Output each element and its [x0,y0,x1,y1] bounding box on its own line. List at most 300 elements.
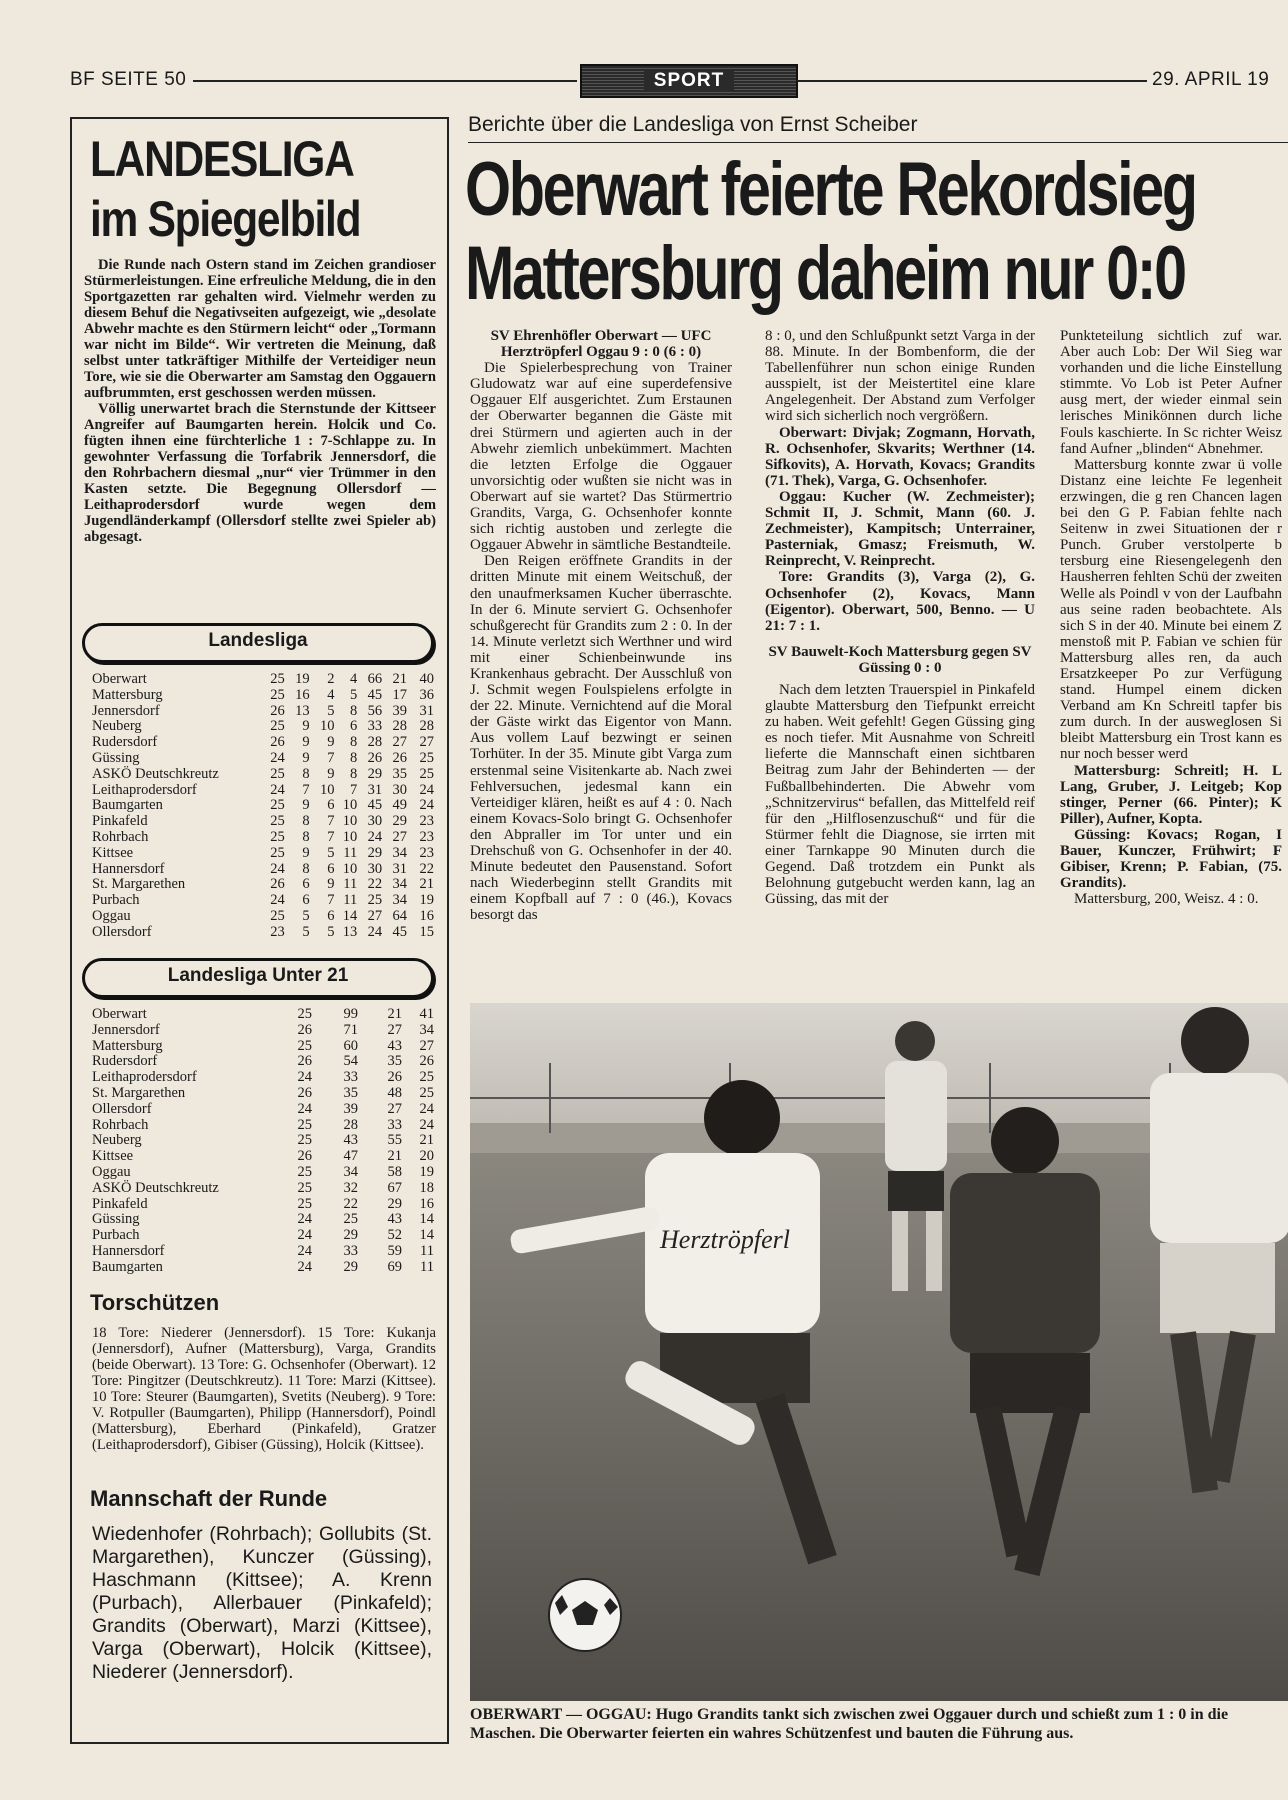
team-name-cell: Neuberg [92,1132,142,1149]
stat-cell: 26 [270,876,285,893]
stat-cell: 8 [302,828,310,845]
table-heading-u21: Landesliga Unter 21 [82,958,434,998]
col2-paragraph-5: Nach dem letzten Trauerspiel in Pinkafeld glaubte Mattersburg den Tiefpunkt erreicht zu haben. Weit gefehlt! Gegen Güssing ging es noch tiefer. Mit Ausnahme von Schreitl lieferte die Mannschaft einen sichtbaren Beitrag zum Jahr der Behinderten — der Fußballbehinderten. Die Abwehr vom „Schnitzervirus“ befallen, das Mittelfeld reif für den „Hilflosenzuschuß“ und für die Stürmer fehlt die Diagnose, sie irrten mit einer Tarnkappe 90 Minuten durch die Gegend. Daß trotzdem ein Punkt als Belohnung gutgebucht werden kann, lag an Güssing, das mit der [765,681,1035,908]
stat-cell: 11 [420,1258,434,1275]
stat-cell: 9 [302,734,310,751]
table-row [92,1086,434,1102]
scorers-list: 18 Tore: Niederer (Jennersdorf). 15 Tore: Kukanja (Jennersdorf), Aufner (Mattersburg), Varga, Grandits (beide Oberwart). 13 Tore: G. Ochsenhofer (Oberwart). 12 Tore: Pingitzer (Deutschkreutz). 11 Tore: Marzi (Kittsee). 10 Tore: Steurer (Baumgarten), Svetits (Neuberg). 9 Tore: V. Rotpuller (Baumgarten), Philipp (Hannersdorf), Poindl (Mattersburg), Eberhard (Pinkafeld), Gratzer (Leithaprodersdorf), Gibiser (Güssing), Holcik (Kittsee). [92,1325,436,1453]
table-heading-landesliga: Landesliga [82,623,434,663]
stat-cell: 10 [319,718,335,735]
table-row [92,783,434,799]
stat-cell: 9 [327,876,335,893]
stat-cell: 9 [327,765,335,782]
stat-cell: 4 [350,671,358,687]
stat-cell: 29 [392,813,407,830]
stat-cell: 8 [350,702,358,719]
team-name-cell: Oberwart [92,671,147,687]
photo-caption: OBERWART — OGGAU: Hugo Grandits tankt sich zwischen zwei Oggauer durch und schießt zum 1 : 0 in die Maschen. Die Oberwarter feierten ein wahres Schützenfest und bauten die Führung aus. [470,1706,1229,1742]
table-row [92,1181,434,1197]
stat-cell: 8 [302,813,310,830]
stat-cell: 60 [343,1037,358,1054]
stat-cell: 34 [392,892,407,909]
table-row [92,893,434,909]
stat-cell: 11 [343,844,358,861]
header-rule-left [193,80,577,82]
col1-paragraph-1: Die Spielerbesprechung von Trainer Gludowatz war auf eine superdefensive Oggauer Elf ausgerichtet. Zum Erstaunen der Oberwarter begannen die Gäste mit drei Stürmern und agierten auch in der Abwehr ziemlich unbekümmert. Machten die letzten Erfolge die Oggauer unvorsichtig oder wußten sie nicht was in Oberwart auf sie wartet? Das Stürmertrio Grandits, Varga, G. Ochsenhofer konnte sich richtig austoben und zerlegte die Oggauer Abwehr in sämtliche Bestandteile. [470,360,732,554]
table-row [92,925,434,941]
stat-cell: 5 [302,907,310,924]
team-name-cell: Baumgarten [92,797,163,814]
stat-cell: 22 [367,876,383,893]
stat-cell: 24 [297,1258,312,1275]
stat-cell: 7 [327,813,335,830]
stat-cell: 66 [367,671,383,687]
team-name-cell: Jennersdorf [92,702,160,719]
stat-cell: 27 [387,1021,402,1038]
table-row [92,830,434,846]
soccer-ball [549,1579,621,1651]
stat-cell: 28 [419,718,434,735]
stat-cell: 10 [342,797,358,814]
stat-cell: 21 [387,1006,402,1022]
stat-cell: 25 [297,1116,312,1133]
stat-cell: 16 [419,907,434,924]
jersey-lettering: Herztröpferl [660,1225,790,1254]
stat-cell: 25 [270,765,285,782]
team-name-cell: Güssing [92,749,140,766]
team-name-cell: Hannersdorf [92,860,165,877]
headline-line1: Oberwart feierte Rekordsieg [465,147,1196,232]
stat-cell: 34 [419,1021,434,1038]
stat-cell: 35 [392,765,407,782]
stat-cell: 69 [387,1258,402,1275]
col3-paragraph-5: Mattersburg, 200, Weisz. 4 : 0. [1074,891,1259,908]
stat-cell: 35 [387,1053,402,1070]
stat-cell: 45 [367,797,383,814]
table-row [92,1244,434,1260]
headline-line2: Mattersburg daheim nur 0:0 [465,231,1185,316]
table-row [92,1149,434,1165]
table-row [92,1212,434,1228]
header-rule-right [797,80,1147,82]
stat-cell: 47 [343,1148,358,1165]
stat-cell: 8 [302,860,310,877]
stat-cell: 25 [297,1163,312,1180]
table-row [92,1228,434,1244]
team-name-cell: Mattersburg [92,1037,163,1054]
stat-cell: 21 [387,1148,402,1165]
table-row [92,672,434,688]
stat-cell: 23 [270,923,285,940]
intro-paragraph-1: Die Runde nach Ostern stand im Zeichen grandioser Stürmerleistungen. Eine erfreuliche Meldung, die in den Sportgazetten rar gehalten wird. Vielmehr werden zu diesem Behuf die Negativseiten aufgezeigt, wie „desolate Abwehr machte es den Stürmern leicht“ oder „Tormann war nicht im Bilde“. Wir vertreten die Meinung, daß selbst unter tatkräftiger Mithilfe der Verteidiger neun Tore, wie sie die Oberwarter am Samstag den Oggauern aufbrummten, erst geschossen werden müssen. [84,257,436,401]
scorers-heading: Torschützen [90,1290,220,1315]
stat-cell: 27 [387,1100,402,1117]
stat-cell: 27 [367,907,383,924]
stat-cell: 31 [419,702,434,719]
stat-cell: 21 [419,876,434,893]
stat-cell: 8 [350,765,358,782]
stat-cell: 31 [367,781,383,798]
stat-cell: 99 [343,1006,358,1022]
stat-cell: 23 [419,828,434,845]
article-kicker: Berichte über die Landesliga von Ernst Scheiber [468,113,918,136]
table-row [92,1070,434,1086]
stat-cell: 10 [319,781,335,798]
table-row [92,862,434,878]
stat-cell: 7 [327,749,335,766]
stat-cell: 28 [392,718,407,735]
stat-cell: 30 [367,860,383,877]
team-name-cell: Rudersdorf [92,734,158,751]
stat-cell: 29 [367,765,383,782]
stat-cell: 25 [270,671,285,687]
stat-cell: 25 [270,907,285,924]
stat-cell: 14 [419,1211,434,1228]
stat-cell: 33 [343,1242,358,1259]
stat-cell: 10 [342,860,358,877]
table-row [92,1102,434,1118]
stat-cell: 24 [419,781,434,798]
u21-standings-table [92,1007,434,1276]
stat-cell: 24 [419,797,434,814]
stat-cell: 7 [327,828,335,845]
stat-cell: 59 [387,1242,402,1259]
match-photo-illustration [470,1003,1288,1701]
stat-cell: 27 [392,734,407,751]
stat-cell: 24 [270,860,285,877]
stat-cell: 22 [419,860,434,877]
stat-cell: 25 [297,1006,312,1022]
stat-cell: 26 [297,1021,312,1038]
team-name-cell: Pinkafeld [92,1195,148,1212]
stat-cell: 25 [419,1069,434,1086]
stat-cell: 24 [297,1100,312,1117]
stat-cell: 33 [367,718,383,735]
stat-cell: 27 [419,1037,434,1054]
stat-cell: 19 [295,671,310,687]
team-of-round-heading: Mannschaft der Runde [90,1486,328,1511]
stat-cell: 6 [302,876,310,893]
sidebar-intro [84,257,436,545]
team-name-cell: Kittsee [92,844,134,861]
table-row [92,846,434,862]
stat-cell: 17 [392,686,407,703]
stat-cell: 56 [367,702,383,719]
stat-cell: 5 [302,923,310,940]
stat-cell: 71 [343,1021,358,1038]
table-row [92,1260,434,1276]
stat-cell: 25 [367,892,383,909]
stat-cell: 7 [327,892,335,909]
stat-cell: 48 [387,1084,402,1101]
issue-date: 29. APRIL 19 [1152,69,1270,90]
col1-paragraph-2: Den Reigen eröffnete Grandits in der dritten Minute mit einem Weitschuß, der den unaufmerksamen Kucher überraschte. In der 6. Minute serviert G. Ochsenhofer schußgerecht für Grandits zum 2 : 0. In der 14. Minute verletzt sich Werthner und wird mit einer Schienbeinwunde ins Krankenhaus gebracht. Der Ausschluß von J. Schmit wegen Foulspielens erfolgte in der 22. Minute. Vernichtend auf die Moral der Gäste wirkt das Eigentor von Mann. Aus vollem Lauf bezwingt er seinen Torhüter. In der 35. Minute gibt Varga zum erstenmal seine Visitenkarte ab. Nach zwei Fehlversuchen, jedesmal kann ein Verteidiger klären, heißt es auf 4 : 0. Nach einem Kovacs-Solo bringt G. Ochsenhofer den Abpraller im Tor unter und ein Drehschuß von G. Ochsenhofer in der 40. Minute bedeutet den Pausenstand. Sofort nach Wiederbeginn stellt Grandits mit einem Kopfball auf 7 : 0 (46.), Kovacs besorgt das [470,553,732,924]
stat-cell: 45 [392,923,407,940]
stat-cell: 26 [392,749,407,766]
stat-cell: 8 [350,734,358,751]
stat-cell: 24 [297,1227,312,1244]
stat-cell: 32 [343,1179,358,1196]
article-column-1 [470,328,732,923]
article-column-2 [765,328,1035,907]
table-row [92,1165,434,1181]
table-row [92,688,434,704]
stat-cell: 36 [419,686,434,703]
stat-cell: 25 [419,749,434,766]
section-label: SPORT [580,64,798,98]
stat-cell: 26 [270,734,285,751]
stat-cell: 7 [350,781,358,798]
stat-cell: 9 [327,734,335,751]
team-name-cell: Oggau [92,1163,131,1180]
table-row [92,877,434,893]
stat-cell: 26 [297,1084,312,1101]
stat-cell: 24 [419,1116,434,1133]
team-name-cell: Jennersdorf [92,1021,160,1038]
stat-cell: 29 [367,844,383,861]
stat-cell: 34 [343,1163,358,1180]
stat-cell: 26 [297,1053,312,1070]
team-name-cell: Rohrbach [92,1116,149,1133]
table-row [92,1039,434,1055]
stat-cell: 21 [392,671,407,687]
stat-cell: 26 [367,749,383,766]
stat-cell: 25 [270,718,285,735]
stat-cell: 26 [297,1148,312,1165]
lineup-oberwart: Oberwart: Divjak; Zogmann, Horvath, R. Ochsenhofer, Skvarits; Werthner (14. Sifkovits), A. Horvath, Kovacs; Grandits (71. Thek), Varga, G. Ochsenhofer. [765,424,1035,489]
stat-cell: 11 [420,1242,434,1259]
stat-cell: 22 [343,1195,358,1212]
stat-cell: 9 [302,844,310,861]
stat-cell: 19 [419,1163,434,1180]
stat-cell: 25 [419,1084,434,1101]
team-name-cell: Mattersburg [92,686,163,703]
stat-cell: 27 [392,828,407,845]
sidebar-title-line1: LANDESLIGA [90,131,354,187]
table-row [92,1133,434,1149]
team-name-cell: Ollersdorf [92,923,152,940]
stat-cell: 9 [302,718,310,735]
stat-cell: 25 [270,828,285,845]
team-name-cell: ASKÖ Deutschkreutz [92,765,219,782]
stat-cell: 13 [295,702,310,719]
stat-cell: 14 [342,907,358,924]
stat-cell: 33 [387,1116,402,1133]
team-name-cell: Hannersdorf [92,1242,165,1259]
match-heading-oberwart: SV Ehrenhöfler Oberwart — UFC Herztröpferl Oggau 9 : 0 (6 : 0) [490,328,712,361]
stat-cell: 11 [343,892,358,909]
stat-cell: 33 [343,1069,358,1086]
lineup-oggau: Oggau: Kucher (W. Zechmeister); Schmit II, J. Schmit, Mann (60. J. Zechmeister), Kampitsch; Unterrainer, Pasterniak, Gmasz; Freismuth, W. Reinprecht, V. Reinprecht. [765,488,1035,570]
col3-paragraph-1: Punkteteilung sichtlich zuf war. Aber auch Lob: Der Wil Sieg war vorhanden und die liche Einstellung stimmte. Vo Lob ist Peter Aufner ausg mert, der wieder einmal sein lerisches Minikönnen durch liche Fouls kaschierte. In Sc richter Weisz fand Aufner „blinden“ Abnehmer. [1060,328,1282,457]
team-name-cell: ASKÖ Deutschkreutz [92,1179,219,1196]
team-name-cell: Güssing [92,1211,140,1228]
stat-cell: 6 [327,860,335,877]
stat-cell: 30 [392,781,407,798]
stat-cell: 30 [367,813,383,830]
stat-cell: 28 [343,1116,358,1133]
table-row [92,735,434,751]
stat-cell: 31 [392,860,407,877]
team-name-cell: Purbach [92,892,140,909]
stat-cell: 20 [419,1148,434,1165]
stat-cell: 24 [297,1242,312,1259]
table-row [92,814,434,830]
stat-cell: 25 [297,1037,312,1054]
team-name-cell: Pinkafeld [92,813,148,830]
col2-paragraph-1: 8 : 0, und den Schlußpunkt setzt Varga in der 88. Minute. In der Bombenform, die der Tabellenführer nun schon einige Runden ausspielt, ist der Meistertitel eine klare Angelegenheit. Der Abstand zum Verfolger wird sich sicherlich noch vergrößern. [765,328,1035,425]
stat-cell: 27 [419,734,434,751]
stat-cell: 9 [302,797,310,814]
stat-cell: 19 [419,892,434,909]
stat-cell: 8 [302,765,310,782]
goals-summary: Tore: Grandits (3), Varga (2), G. Ochsenhofer (2), Kovacs, Mann (Eigentor). Oberwart, 500, Benno. — U 21: 7 : 1. [765,569,1035,634]
stat-cell: 34 [392,876,407,893]
match-photo [470,1003,1288,1701]
team-name-cell: Rohrbach [92,828,149,845]
team-name-cell: Rudersdorf [92,1053,158,1070]
stat-cell: 8 [350,749,358,766]
stat-cell: 39 [343,1100,358,1117]
stat-cell: 15 [419,923,434,940]
stat-cell: 28 [367,734,383,751]
stat-cell: 39 [392,702,407,719]
table-row [92,1007,434,1023]
team-name-cell: St. Margarethen [92,876,186,893]
kicker-rule [468,142,1288,143]
stat-cell: 5 [327,923,335,940]
table-row [92,1118,434,1134]
stat-cell: 6 [302,892,310,909]
lineup-mattersburg: Mattersburg: Schreitl; H. L Lang, Gruber, J. Leitgeb; Kop stinger, Perner (66. Pinter); K Piller), Aufner, Kopta. [1060,762,1282,827]
stat-cell: 29 [387,1195,402,1212]
team-name-cell: Oberwart [92,1006,147,1022]
stat-cell: 6 [327,907,335,924]
stat-cell: 43 [387,1211,402,1228]
stat-cell: 25 [297,1195,312,1212]
stat-cell: 23 [419,844,434,861]
table-row [92,1023,434,1039]
team-name-cell: St. Margarethen [92,1084,186,1101]
stat-cell: 34 [392,844,407,861]
stat-cell: 25 [297,1179,312,1196]
stat-cell: 24 [270,781,285,798]
team-name-cell: Oggau [92,907,131,924]
team-name-cell: Baumgarten [92,1258,163,1275]
stat-cell: 21 [419,1132,434,1149]
stat-cell: 64 [392,907,407,924]
team-name-cell: Kittsee [92,1148,134,1165]
team-of-round-text: Wiedenhofer (Rohrbach); Gollubits (St. Margarethen), Kunczer (Güssing), Haschmann (Kittsee); A. Krenn (Purbach), Allerbauer (Pinkafeld); Grandits (Oberwart), Marzi (Kittsee), Varga (Oberwart), Holcik (Kittsee), Niederer (Jennersdorf). [92,1523,432,1683]
stat-cell: 52 [387,1227,402,1244]
stat-cell: 10 [342,813,358,830]
col3-paragraph-2: Mattersburg konnte zwar ü volle Distanz eine leichte Fe legenheit erzwingen, die g ren Chancen lagen bei den G P. Fabian fehlte nach Seitenw in zwei Situationen der r Punch. Gruber verstolperte b tersburg eine Riesengelegenh den Hausherren fehlten Schü der zweiten Welle als Poindl v von der Laufbahn aus seine raden beobachtete. Als sich S in der 40. Minute bei einem Z menstoß mit P. Fabian ve schien für Mattersburg alles ren, da auch Ersatzkeeper Po zur Verfügung stand. Humpel einem dicken Verband am Kn Schreitl tapfer bis zum durch. In der ausweglosen Si bleibt Mattersburg ein Trost kann es nur noch besser werd [1060,456,1282,763]
stat-cell: 25 [419,765,434,782]
stat-cell: 41 [419,1006,434,1022]
stat-cell: 24 [419,1100,434,1117]
table-row [92,1197,434,1213]
stat-cell: 26 [270,702,285,719]
stat-cell: 24 [297,1211,312,1228]
stat-cell: 6 [327,797,335,814]
page-number: BF SEITE 50 [70,69,187,90]
stat-cell: 25 [270,686,285,703]
table-row [92,751,434,767]
stat-cell: 24 [297,1069,312,1086]
team-name-cell: Ollersdorf [92,1100,152,1117]
stat-cell: 24 [367,923,383,940]
stat-cell: 9 [302,749,310,766]
stat-cell: 25 [343,1211,358,1228]
stat-cell: 26 [419,1053,434,1070]
team-name-cell: Leithaprodersdorf [92,1069,197,1086]
stat-cell: 24 [270,749,285,766]
stat-cell: 6 [350,718,358,735]
stat-cell: 13 [342,923,358,940]
standings-table [92,672,434,941]
stat-cell: 25 [297,1132,312,1149]
stat-cell: 11 [343,876,358,893]
stat-cell: 24 [367,828,383,845]
stat-cell: 43 [343,1132,358,1149]
stat-cell: 5 [327,702,335,719]
stat-cell: 55 [387,1132,402,1149]
stat-cell: 58 [387,1163,402,1180]
table-row [92,909,434,925]
sidebar-box [70,117,449,1744]
stat-cell: 14 [419,1227,434,1244]
table-row [92,798,434,814]
stat-cell: 16 [295,686,310,703]
stat-cell: 7 [302,781,310,798]
stat-cell: 10 [342,828,358,845]
stat-cell: 29 [343,1227,358,1244]
team-name-cell: Purbach [92,1227,140,1244]
stat-cell: 26 [387,1069,402,1086]
stat-cell: 23 [419,813,434,830]
intro-paragraph-2: Völlig unerwartet brach die Sternstunde der Kittseer Angreifer auf Baumgarten herein. Holcik und Co. fügten ihnen eine fürchterliche 1 : 7-Schlappe zu. In gewohnter Verfassung die Torfabrik Jennersdorf, die den Rohrbachern diesmal „nur“ vier Trümmer in den Kasten setzte. Die Begegnung Ollersdorf — Leithaprodersdorf wurde wegen dem Jugendländerkampf (Ollersdorf stellte zwei Spieler ab) abgesagt. [84,401,436,545]
lineup-guessing: Güssing: Kovacs; Rogan, I Bauer, Kunczer, Frühwirt; F Gibiser, Krenn; P. Fabian, (75. Grandits). [1060,826,1282,892]
sidebar-title-line2: im Spiegelbild [90,191,361,247]
stat-cell: 29 [343,1258,358,1275]
article-column-3 [1060,328,1282,907]
team-name-cell: Neuberg [92,718,142,735]
table-row [92,704,434,720]
stat-cell: 18 [419,1179,434,1196]
table-row [92,1054,434,1070]
stat-cell: 43 [387,1037,402,1054]
stat-cell: 67 [387,1179,402,1196]
stat-cell: 35 [343,1084,358,1101]
stat-cell: 5 [327,844,335,861]
stat-cell: 25 [270,797,285,814]
table-row [92,767,434,783]
stat-cell: 5 [350,686,358,703]
stat-cell: 45 [367,686,383,703]
stat-cell: 40 [419,671,434,687]
stat-cell: 24 [270,892,285,909]
stat-cell: 2 [327,671,335,687]
stat-cell: 25 [270,844,285,861]
stat-cell: 49 [392,797,407,814]
stat-cell: 4 [327,686,335,703]
stat-cell: 25 [270,813,285,830]
stat-cell: 54 [343,1053,358,1070]
stat-cell: 16 [419,1195,434,1212]
match-heading-mattersburg: SV Bauwelt-Koch Mattersburg gegen SV Güssing 0 : 0 [768,643,1032,676]
table-row [92,719,434,735]
team-name-cell: Leithaprodersdorf [92,781,197,798]
